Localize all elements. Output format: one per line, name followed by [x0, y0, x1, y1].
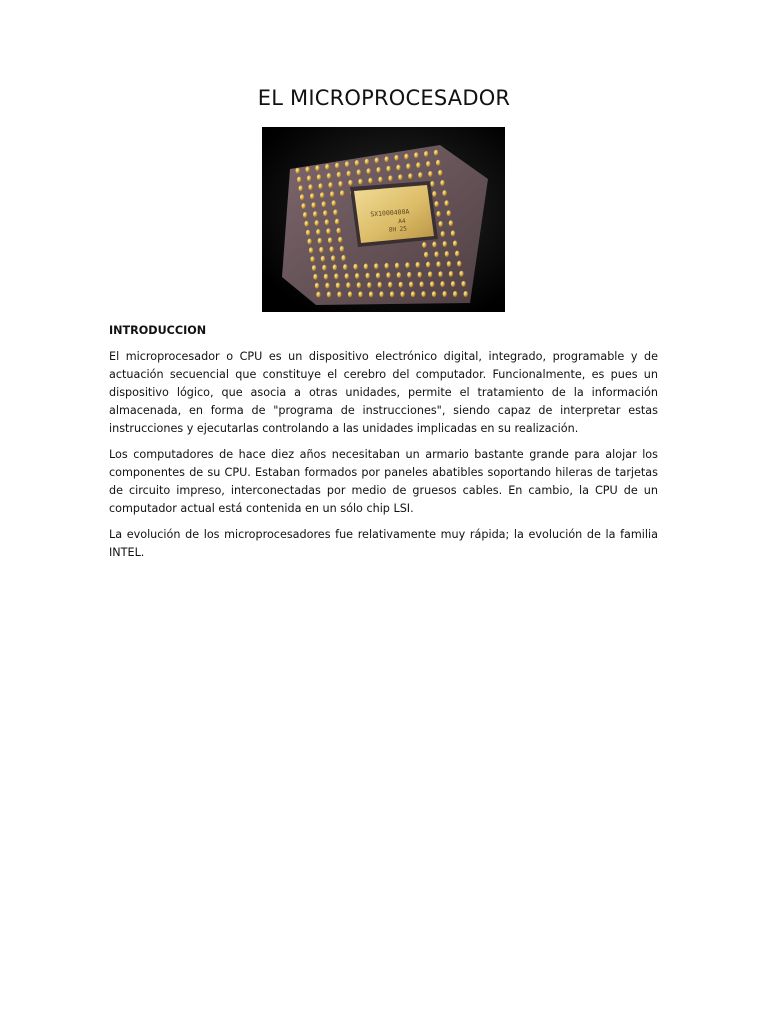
pin: [328, 182, 332, 188]
pin: [376, 273, 380, 279]
pin: [459, 271, 463, 277]
pin: [411, 291, 415, 297]
pin: [385, 263, 389, 269]
pin: [455, 251, 459, 257]
pin: [434, 201, 438, 207]
pin: [325, 283, 329, 289]
pin: [418, 272, 422, 278]
pin: [445, 251, 449, 257]
pin: [368, 178, 372, 184]
pin: [432, 242, 436, 248]
pin: [313, 211, 317, 217]
pin: [335, 219, 339, 225]
pin: [428, 271, 432, 277]
paragraph-3: La evolución de los microprocesadores fue relativamente muy rápida; la evolución de la familia INTEL.: [109, 528, 658, 559]
pin: [451, 281, 455, 287]
pin: [421, 291, 425, 297]
pin: [364, 264, 368, 270]
pin: [297, 177, 301, 183]
pin: [346, 282, 350, 288]
pin: [436, 160, 440, 166]
pin: [378, 177, 382, 183]
pin: [430, 181, 434, 187]
pin: [442, 190, 446, 196]
pin: [322, 265, 326, 271]
pin: [426, 262, 430, 268]
pin: [338, 237, 342, 243]
pin: [464, 291, 468, 297]
pin: [394, 155, 398, 161]
pin: [406, 163, 410, 169]
pin: [434, 150, 438, 156]
pin: [418, 172, 422, 178]
pin: [424, 252, 428, 258]
microprocessor-photo: [262, 127, 505, 312]
pin: [310, 193, 314, 199]
pin: [301, 203, 305, 209]
pin: [345, 161, 349, 167]
pin: [334, 273, 338, 279]
pin: [324, 274, 328, 280]
pin: [308, 184, 312, 190]
pin: [386, 166, 390, 172]
pin: [366, 273, 370, 279]
pin: [461, 281, 465, 287]
pin: [449, 220, 453, 226]
pin: [316, 292, 320, 298]
pin: [353, 264, 357, 270]
pin: [436, 261, 440, 267]
pin: [365, 159, 369, 165]
pin: [438, 271, 442, 277]
pin: [318, 238, 322, 244]
pin: [388, 282, 392, 288]
pin: [316, 229, 320, 235]
pin: [318, 183, 322, 189]
pin: [340, 246, 344, 252]
pin: [434, 251, 438, 257]
pin: [428, 171, 432, 177]
pin: [440, 180, 444, 186]
pin: [378, 282, 382, 288]
pin: [457, 261, 461, 267]
pin: [331, 255, 335, 261]
pin: [449, 271, 453, 277]
pin: [328, 237, 332, 243]
pin: [317, 174, 321, 180]
pin: [326, 228, 330, 234]
pin: [310, 256, 314, 262]
pin: [305, 167, 309, 173]
pin: [340, 190, 344, 196]
chip-marking-line2: A4: [398, 217, 406, 226]
pin: [333, 209, 337, 215]
pin: [300, 194, 304, 200]
pin: [327, 173, 331, 179]
pin: [319, 247, 323, 253]
pin: [303, 212, 307, 218]
pin: [426, 161, 430, 167]
pin: [439, 221, 443, 227]
pin: [327, 292, 331, 298]
pin: [325, 164, 329, 170]
pin: [323, 210, 327, 216]
section-heading: INTRODUCCION: [109, 324, 207, 337]
pin: [367, 282, 371, 288]
pin: [453, 291, 457, 297]
pin: [330, 191, 334, 197]
pin: [399, 282, 403, 288]
document-body: [109, 322, 658, 570]
pin: [320, 192, 324, 198]
pin: [416, 162, 420, 168]
pin: [436, 211, 440, 217]
pin: [397, 272, 401, 278]
pin: [396, 165, 400, 171]
pin: [315, 165, 319, 171]
pin: [447, 261, 451, 267]
pin: [341, 255, 345, 261]
pin: [333, 264, 337, 270]
pin: [400, 291, 404, 297]
pin: [322, 201, 326, 207]
pin: [408, 173, 412, 179]
pin: [358, 179, 362, 185]
pin: [405, 262, 409, 268]
pin: [296, 168, 300, 174]
pin: [348, 180, 352, 186]
pin: [451, 230, 455, 236]
pin: [386, 272, 390, 278]
pin: [409, 282, 413, 288]
pin: [335, 163, 339, 169]
pin: [376, 167, 380, 173]
pin: [307, 175, 311, 181]
pin: [388, 175, 392, 181]
pin: [404, 154, 408, 160]
pin: [407, 272, 411, 278]
pin: [337, 172, 341, 178]
pin: [375, 157, 379, 163]
pin: [307, 239, 311, 245]
pin: [395, 263, 399, 269]
pin: [315, 220, 319, 226]
pin: [443, 291, 447, 297]
pin: [312, 202, 316, 208]
pin: [330, 246, 334, 252]
pin: [390, 291, 394, 297]
pin: [374, 263, 378, 269]
pin: [424, 151, 428, 157]
pin: [345, 273, 349, 279]
pin: [367, 168, 371, 174]
pin: [312, 265, 316, 271]
pin: [416, 262, 420, 268]
microprocessor-illustration: [262, 127, 505, 312]
paragraph-2: Los computadores de hace diez años necesitaban un armario bastante grande para alojar los componentes de su CPU. Estaban formados por paneles abatibles soportando hileras de tarjetas de circuito impreso, interconectadas por medio de gruesos cables. En cambio, la CPU de un computador actual está contenida en un sólo chip LSI.: [109, 448, 658, 515]
pin: [432, 191, 436, 197]
pin: [299, 185, 303, 191]
pin: [321, 256, 325, 262]
pin: [355, 273, 359, 279]
pin: [357, 169, 361, 175]
chip-marking-line3: 8H 25: [388, 225, 408, 234]
pin: [422, 242, 426, 248]
pin: [313, 274, 317, 280]
pin: [443, 241, 447, 247]
document-title: EL MICROPROCESADOR: [257, 86, 511, 110]
pin: [432, 291, 436, 297]
pin: [447, 210, 451, 216]
pin: [438, 170, 442, 176]
paragraph-1: El microprocesador o CPU es un dispositivo electrónico digital, integrado, programable y de actuación secuencial que constituye el cerebro del computador. Funcionalmente, es pues un dispositivo lógico, que asocia a otras unidades, permite el tratamiento de la información almacenada, en forma de "programa de instrucciones", siendo capaz de interpretar estas instrucciones y ejecutarlas controlando a las unidades implicadas en su realización.: [109, 350, 658, 435]
pin: [348, 291, 352, 297]
pin: [355, 160, 359, 166]
pin: [343, 264, 347, 270]
pin: [357, 282, 361, 288]
pin: [315, 283, 319, 289]
pin: [420, 281, 424, 287]
pin: [338, 181, 342, 187]
pin: [358, 291, 362, 297]
pin: [332, 200, 336, 206]
pin: [440, 281, 444, 287]
pin: [385, 156, 389, 162]
pin: [398, 174, 402, 180]
pin: [441, 231, 445, 237]
pin: [430, 281, 434, 287]
pin: [304, 221, 308, 227]
pin: [453, 241, 457, 247]
pin: [309, 247, 313, 253]
pin: [337, 228, 341, 234]
pin: [369, 291, 373, 297]
pin: [379, 291, 383, 297]
pin: [445, 200, 449, 206]
pin: [337, 292, 341, 298]
pin: [306, 230, 310, 236]
pin: [325, 219, 329, 225]
chip-marking-line1: SX1000400A: [370, 207, 410, 219]
pin: [414, 152, 418, 158]
pin: [347, 171, 351, 177]
pin: [336, 283, 340, 289]
